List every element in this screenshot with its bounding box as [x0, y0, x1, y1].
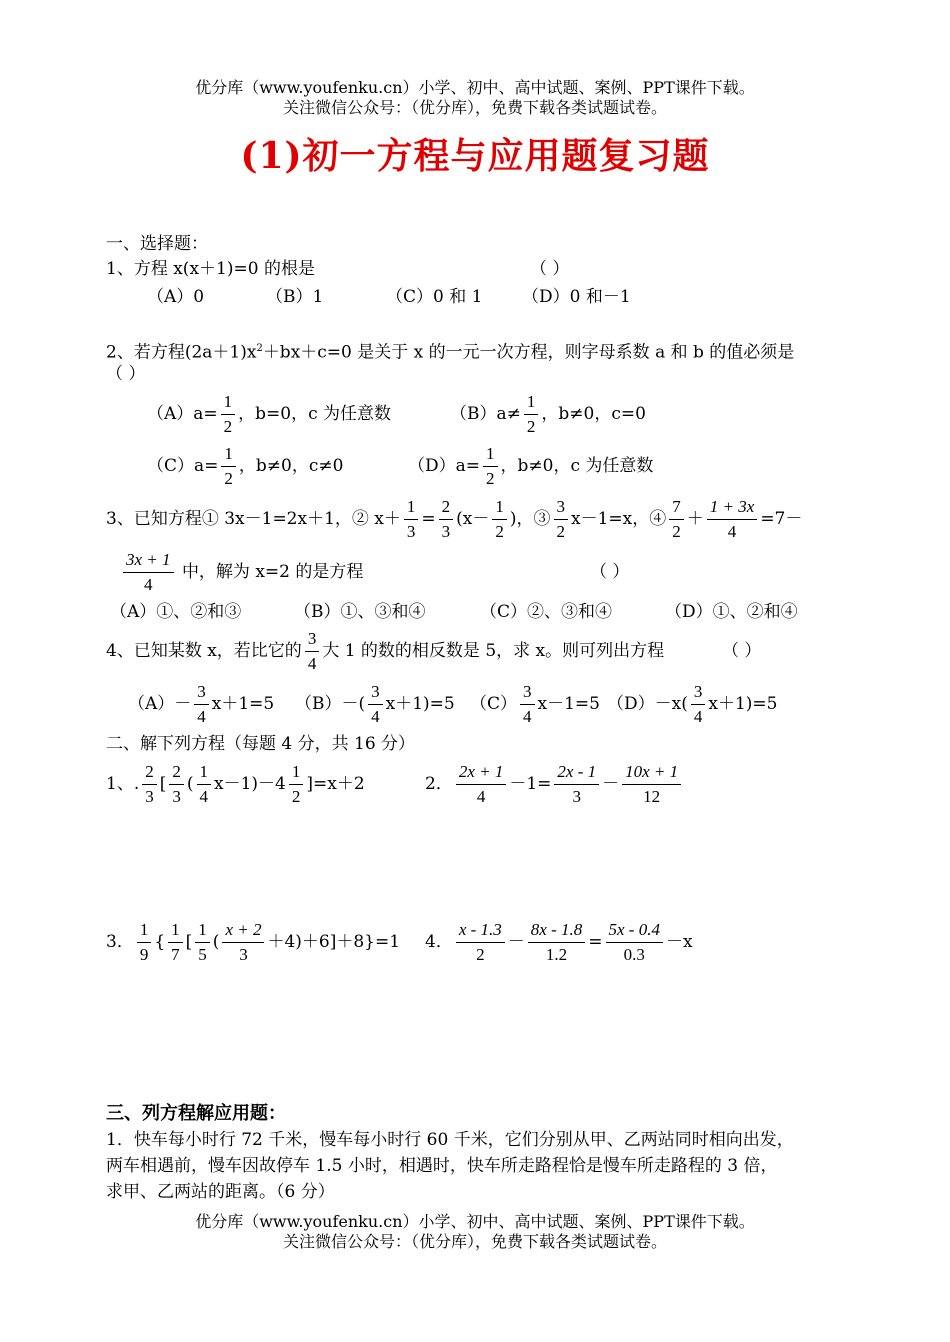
q4-option-a: （A）－ $\frac{3}{4}$ x＋1=5	[128, 680, 274, 729]
fraction: $\frac{3x + 1}{4}$	[123, 548, 174, 597]
q2-option-a: （A）a= $\frac{1}{2}$ ，b=0，c 为任意数	[147, 390, 391, 439]
fraction: $\frac{2}{3}$	[439, 495, 454, 544]
header-line-2: 关注微信公众号：（优分库），免费下载各类试题试卷。	[282, 98, 667, 117]
q4-option-c: （C） $\frac{3}{4}$ x－1=5	[470, 680, 600, 729]
fraction: $\frac{3}{4}$	[305, 627, 320, 676]
fraction: $\frac{1}{3}$	[404, 495, 419, 544]
page-title: (1)初一方程与应用题复习题	[240, 135, 710, 177]
fraction: $\frac{3}{4}$	[194, 680, 209, 729]
q3-stem-cont: $\frac{3x + 1}{4}$ 中，解为 x=2 的是方程	[120, 548, 363, 597]
q1-option-b: （B）1	[266, 287, 324, 307]
fraction: $\frac{8x - 1.8}{1.2}$	[528, 918, 585, 967]
word-problem-line-2: 两车相遇前，慢车因故停车 1.5 小时，相遇时，快车所走路程恰是慢车所走路程的 3 倍，	[106, 1156, 778, 1176]
q3-option-b: （B）①、③和④	[294, 602, 426, 622]
q4-option-d: （D）－x( $\frac{3}{4}$ x＋1)=5	[607, 680, 777, 729]
section1-heading: 一、选择题：	[106, 234, 208, 254]
fraction: $\frac{3}{2}$	[554, 495, 569, 544]
q2-option-d: （D）a= $\frac{1}{2}$ ，b≠0，c 为任意数	[408, 442, 653, 491]
fraction: $\frac{1}{2}$	[483, 442, 498, 491]
fraction: $\frac{2}{3}$	[169, 760, 184, 809]
q2-answer-paren: （ ）	[106, 364, 146, 384]
fraction: $\frac{3}{4}$	[520, 680, 535, 729]
fraction: $\frac{1}{2}$	[221, 390, 236, 439]
section3-heading: 三、列方程解应用题：	[106, 1103, 286, 1124]
footer-line-1: 优分库（www.youfenku.cn）小学、初中、高中试题、案例、PPT课件下载。	[195, 1212, 755, 1231]
fraction: $\frac{10x + 1}{12}$	[622, 760, 681, 809]
q1-option-c: （C）0 和 1	[386, 287, 483, 307]
q2-option-b: （B）a≠ $\frac{1}{2}$ ，b≠0，c=0	[450, 390, 646, 439]
fraction: $\frac{2x - 1}{3}$	[554, 760, 599, 809]
q3-option-c: （C）②、③和④	[480, 602, 613, 622]
q4-stem: 4、已知某数 x，若比它的 $\frac{3}{4}$ 大 1 的数的相反数是 5，求 x。则可列出方程	[106, 627, 664, 676]
fraction: $\frac{1}{4}$	[197, 760, 212, 809]
fraction: $\frac{1}{2}$	[492, 495, 507, 544]
equation-1: 1、. $\frac{2}{3}$ [ $\frac{2}{3}$ ( $\frac{1}{4}$ x－1)－4 $\frac{1}{2}$ ]=x＋2	[106, 760, 365, 809]
header-line-1: 优分库（www.youfenku.cn）小学、初中、高中试题、案例、PPT课件下载。	[195, 78, 755, 97]
q1-option-a: （A）0	[147, 287, 205, 307]
fraction: $\frac{2}{3}$	[142, 760, 157, 809]
fraction: $\frac{7}{2}$	[669, 495, 684, 544]
q1-stem: 1、方程 x(x＋1)=0 的根是	[106, 259, 315, 279]
fraction: $\frac{x + 2}{3}$	[222, 918, 264, 967]
q4-option-b: （B）－( $\frac{3}{4}$ x＋1)=5	[295, 680, 455, 729]
word-problem-line-1: 1．快车每小时行 72 千米，慢车每小时行 60 千米，它们分别从甲、乙两站同时相向出发，	[106, 1130, 794, 1150]
fraction: $\frac{1}{7}$	[168, 918, 183, 967]
section2-heading: 二、解下列方程（每题 4 分，共 16 分）	[106, 734, 416, 754]
q3-option-a: （A）①、②和③	[110, 602, 242, 622]
fraction: $\frac{1 + 3x}{4}$	[707, 495, 758, 544]
equation-3: 3． $\frac{1}{9}$ { $\frac{1}{7}$ [ $\frac{1}{5}$ ( $\frac{x + 2}{3}$ ＋4)＋6]＋8}=1	[106, 918, 400, 967]
q2-stem: 2、若方程$(2a+1)x^2+bx+c=0$ 是关于 x 的一元一次方程，则字母系数 a 和 b 的值必须是	[106, 342, 795, 363]
footer-line-2: 关注微信公众号：（优分库），免费下载各类试题试卷。	[282, 1232, 667, 1251]
fraction: $\frac{2x + 1}{4}$	[456, 760, 507, 809]
q4-answer-paren: （ ）	[722, 641, 762, 661]
q3-option-d: （D）①、②和④	[665, 602, 798, 622]
fraction: $\frac{1}{2}$	[221, 442, 236, 491]
fraction: $\frac{x - 1.3}{2}$	[456, 918, 505, 967]
fraction: $\frac{1}{2}$	[524, 390, 539, 439]
equation-4: 4． $\frac{x - 1.3}{2}$ － $\frac{8x - 1.8}{1.2}$ = $\frac{5x - 0.4}{0.3}$ －x	[425, 918, 693, 967]
fraction: $\frac{5x - 0.4}{0.3}$	[606, 918, 663, 967]
fraction: $\frac{3}{4}$	[368, 680, 383, 729]
q2-option-c: （C）a= $\frac{1}{2}$ ，b≠0，c≠0	[147, 442, 343, 491]
q3-stem: 3、已知方程① 3x－1=2x＋1，② x＋ $\frac{1}{3}$ = $\frac{2}{3}$ (x－ $\frac{1}{2}$ )，③ $\frac{3}{2}$ x－1=x，④ $\frac{7}{2}$ ＋ $\frac{1 + 3x}{4}$ =7－	[106, 495, 802, 544]
fraction: $\frac{1}{2}$	[289, 760, 304, 809]
equation-2: 2． $\frac{2x + 1}{4}$ －1= $\frac{2x - 1}{3}$ － $\frac{10x + 1}{12}$	[425, 760, 684, 809]
q1-answer-paren: （ ）	[530, 259, 570, 279]
fraction: $\frac{1}{9}$	[137, 918, 152, 967]
fraction: $\frac{3}{4}$	[691, 680, 706, 729]
word-problem-line-3: 求甲、乙两站的距离。（6 分）	[106, 1182, 335, 1202]
fraction: $\frac{1}{5}$	[195, 918, 210, 967]
q3-answer-paren: （ ）	[590, 562, 630, 582]
q1-option-d: （D）0 和－1	[522, 287, 631, 307]
